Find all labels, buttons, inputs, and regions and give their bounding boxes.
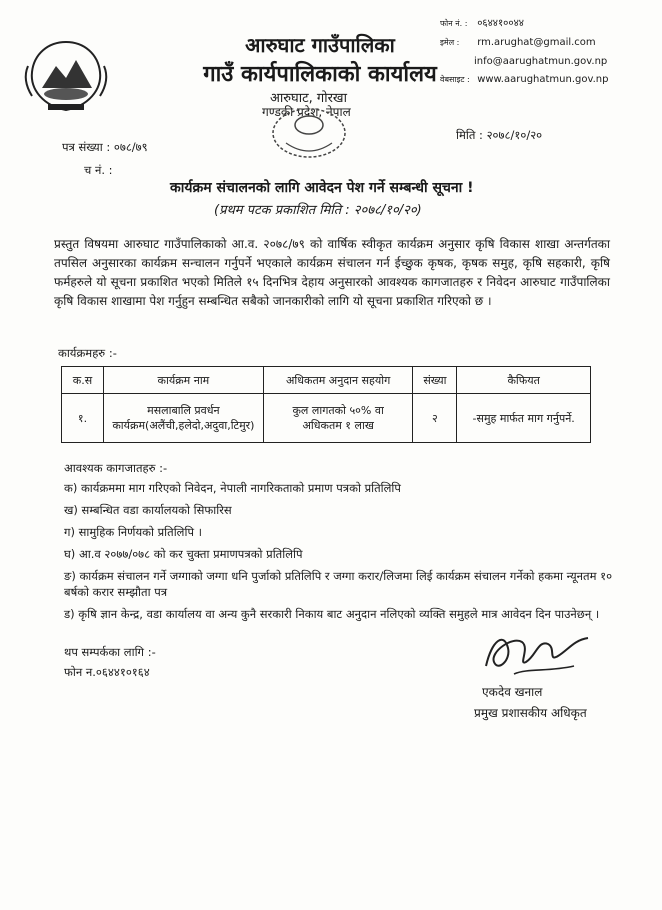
dispatch-number: च नं. :: [84, 163, 113, 177]
contact-email: [440, 37, 596, 49]
phone-label: फोन नं. :: [440, 19, 468, 28]
notice-subheading: (प्रथम पटक प्रकाशित मिति : २०७८/१०/२०): [214, 203, 422, 218]
col-max-grant: अधिकतम अनुदान सहयोग: [263, 367, 413, 394]
programs-title: कार्यक्रमहरु :-: [58, 346, 117, 360]
phone-value: ०६४४१००४४: [477, 18, 524, 29]
website-value: www.aarughatmun.gov.np: [477, 74, 609, 85]
office-subtitle: गाउँ कार्यपालिकाको कार्यालय: [203, 62, 437, 87]
documents-title: आवश्यक कागजातहरु :-: [64, 461, 168, 475]
list-item: क) कार्यक्रममा माग गरिएको निवेदन, नेपाली नागरिकताको प्रमाण पत्रको प्रतिलिपि: [64, 481, 401, 495]
nepal-emblem-logo: [18, 36, 114, 116]
handwritten-signature: [478, 622, 596, 686]
cell-remarks: -समुह मार्फत माग गर्नुपर्ने.: [457, 394, 591, 443]
program-name-line1: मसलाबालि प्रवर्धन: [147, 404, 220, 417]
email-label: इमेल :: [440, 38, 460, 47]
further-contact-title: थप सम्पर्कका लागि :-: [64, 645, 156, 659]
list-item: घ) आ.व २०७७/०७८ को कर चुक्ता प्रमाणपत्रको प्रतिलिपि: [64, 547, 303, 561]
cell-sn: १.: [62, 394, 104, 443]
cell-program-name: [103, 394, 263, 443]
letter-date: मिति : २०७८/१०/२०: [456, 128, 543, 142]
email-value-1: rm.arughat@gmail.com: [477, 37, 596, 48]
signer-name: एकदेव खनाल: [482, 685, 543, 699]
contact-phone: [440, 18, 524, 30]
ref-number: पत्र संख्या : ०७८/७९: [62, 140, 148, 154]
office-province: गण्डकी प्रदेश, नेपाल: [262, 105, 351, 119]
list-item: ग) सामुहिक निर्णयको प्रतिलिपि ।: [64, 525, 203, 539]
notice-heading: कार्यक्रम संचालनको लागि आवेदन पेश गर्ने सम्बन्धी सूचना !: [170, 180, 474, 196]
programs-table: [61, 366, 591, 443]
program-name-line2: कार्यक्रम(अलैंची,हलेदो,अदुवा,टिमुर): [112, 419, 255, 432]
list-item: ङ) कार्यक्रम संचालन गर्ने जग्गाको जग्गा धनि पुर्जाको प्रतिलिपि र जग्गा करार/लिजमा लिई कार्यक्रम संचालन गर्नेको हकमा न्यूनतम १० बर्षको करार सम्झौता पत्र: [64, 569, 613, 599]
documents-list: [64, 480, 614, 628]
list-item: ड) कृषि ज्ञान केन्द्र, वडा कार्यालय वा अन्य कुनै सरकारी निकाय बाट अनुदान नलिएको व्यक्ति समुहले मात्र आवेदन दिन पाउनेछन् ।: [64, 607, 600, 621]
office-stamp: [268, 103, 350, 163]
signer-title: प्रमुख प्रशासकीय अधिकृत: [474, 706, 587, 720]
table-header-row: [62, 367, 591, 394]
grant-line1: कुल लागतको ५०% वा: [292, 404, 384, 417]
table-row: [62, 394, 591, 443]
contact-website: [440, 74, 609, 86]
cell-max-grant: [263, 394, 413, 443]
office-location: आरुघाट, गोरखा: [270, 91, 347, 106]
office-title: आरुघाट गाउँपालिका: [245, 33, 395, 57]
further-contact-phone: फोन न.०६४४१०१६४: [64, 665, 150, 679]
cell-count: २: [413, 394, 457, 443]
col-sn: क.स: [62, 367, 104, 394]
list-item: ख) सम्बन्धित वडा कार्यालयको सिफारिस: [64, 503, 232, 517]
col-program-name: कार्यक्रम नाम: [103, 367, 263, 394]
col-remarks: कैफियत: [457, 367, 591, 394]
contact-email-2: info@aarughatmun.gov.np: [474, 56, 608, 67]
notice-body: प्रस्तुत विषयमा आरुघाट गाउँपालिकाको आ.व. २०७८/७९ को वार्षिक स्वीकृत कार्यक्रम अनुसार कृषि विकास शाखा अन्तर्गतका तपसिल अनुसारका कार्यक्रम सन्चालन गर्नुपर्ने भएकाले कार्यक्रम संचालन गर्न ईच्छुक कृषक, कृषक समुह, कृषि सहकारी, कृषि फर्महरुले यो सूचना प्रकाशित भएको मितिले १५ दिनभित्र देहाय अनुसारको आवश्यक कागजातहरु र निवेदन आरुघाट गाउँपालिका कृषि विकास शाखामा पेश गर्नुहुन सम्बन्धित सबैको जानकारीको लागि यो सूचना प्रकाशित गरिएको छ ।: [54, 237, 610, 308]
grant-line2: अधिकतम १ लाख: [302, 419, 374, 432]
website-label: वेबसाइट :: [440, 75, 470, 84]
col-count: संख्या: [413, 367, 457, 394]
